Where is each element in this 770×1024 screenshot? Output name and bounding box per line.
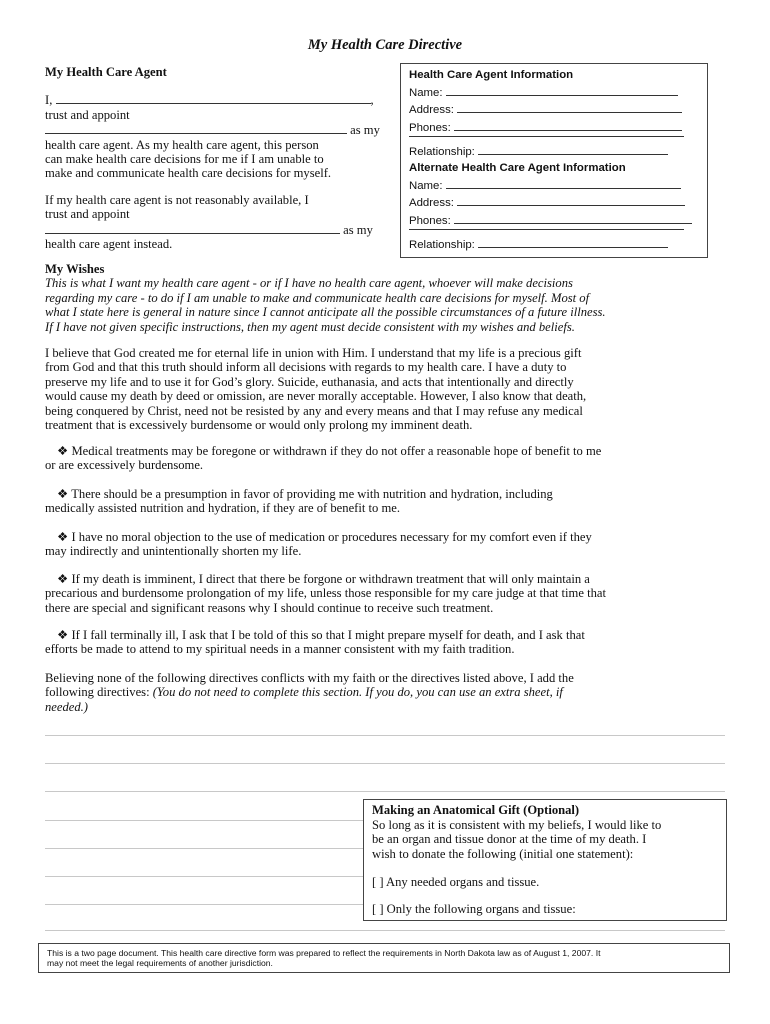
directive-line-4[interactable] [45, 820, 363, 821]
wish-bullet-2: ❖ There should be a presumption in favor of providing me with nutrition and hydration, including medically assisted nutrition and hydration, if they are of benefit to me. [45, 487, 553, 516]
directive-line-8[interactable] [45, 930, 725, 931]
agent-line-1: I, , [45, 93, 374, 108]
anatomical-gift-box [363, 799, 727, 921]
alt-agent-address-input[interactable] [457, 194, 685, 206]
alt-agent-line-1: If my health care agent is not reasonably available, I [45, 192, 309, 207]
wish-bullet-3: ❖ I have no moral objection to the use of medication or procedures necessary for my comfort even if they may indirectly and unintentionally shorten my life. [45, 530, 592, 559]
diamond-bullet-icon: ❖ [57, 530, 69, 544]
alt-agent-line-2: trust and appoint [45, 207, 130, 222]
additional-directives-intro: Believing none of the following directives conflicts with my faith or the directives listed above, I add the following directives: (You do not need to complete this section. If you do, you can use an extra sheet, if needed.) [45, 671, 574, 714]
directive-line-5[interactable] [45, 848, 363, 849]
agent-line-4: health care agent. As my health care agent, this person [45, 137, 319, 152]
page-title: My Health Care Directive [307, 37, 463, 53]
agent-address-row: Address: [409, 101, 699, 119]
wish-bullet-1: ❖ Medical treatments may be foregone or withdrawn if they do not offer a reasonable hope of benefit to me or are excessively burdensome. [45, 444, 602, 473]
belief-line: I believe that God created me for eternal life in union with Him. I understand that my life is a precious gift [45, 346, 582, 360]
agent-relationship-input[interactable] [478, 143, 668, 155]
agent-phones-row: Phones: [409, 119, 699, 137]
wishes-intro [45, 276, 727, 334]
wishes-section [45, 262, 727, 334]
agent-name-input[interactable] [446, 84, 678, 96]
alt-agent-phones-input[interactable] [454, 212, 692, 224]
alt-agent-name-row: Name: [409, 177, 699, 195]
alt-agent-address-row: Address: [409, 194, 699, 212]
diamond-bullet-icon: ❖ [57, 444, 69, 458]
wishes-intro-line: regarding my care - to do if I am unable to make and communicate health care decisions for myself. Most of [45, 290, 590, 305]
belief-line: preserve my life and to use it for God’s glory. Suicide, euthanasia, and acts that intentionally and directly [45, 374, 574, 389]
agent-address-input[interactable] [457, 101, 682, 113]
belief-line: would cause my death by deed or omission, are never morally acceptable. However, I also know that death, [45, 389, 587, 404]
agent-section [45, 65, 390, 251]
belief-line: treatment that is excessively burdensome or would only prolong my imminent death. [45, 418, 473, 433]
gift-heading: Making an Anatomical Gift (Optional) [372, 803, 580, 817]
wishes-intro-line: If I have not given specific instructions, then my agent must decide consistent with my wishes and beliefs. [45, 319, 575, 334]
gift-option-any-organs[interactable]: [ ] Any needed organs and tissue. [372, 875, 540, 890]
gift-line: be an organ and tissue donor at the time of my death. I [372, 832, 647, 847]
alt-agent-relationship-input[interactable] [478, 236, 668, 248]
belief-paragraph [45, 346, 727, 432]
agent-relationship-row: Relationship: [409, 143, 699, 161]
directive-line-1[interactable] [45, 735, 725, 736]
diamond-bullet-icon: ❖ [57, 572, 69, 586]
agent-phones-input[interactable] [454, 119, 682, 131]
footer-note: This is a two page document. This health care directive form was prepared to reflect the requirements in North Dakota law as of August 1, 2007. It may not meet the legal requirements of another jurisdiction. [38, 943, 730, 973]
principal-name-field[interactable] [56, 92, 371, 104]
agent-line-3: as my [45, 122, 390, 137]
diamond-bullet-icon: ❖ [57, 628, 69, 642]
alt-agent-line-3: as my [45, 222, 390, 237]
belief-line: from God and that this truth should inform all decisions with regards to my health care. I have a duty to [45, 360, 567, 375]
alt-agent-name-field[interactable] [45, 222, 340, 234]
agent-info-box [400, 63, 708, 258]
wishes-intro-line: what I state here is general in nature since I cannot anticipate all the possible circumstances of a future illness. [45, 305, 606, 320]
alt-agent-name-input[interactable] [446, 177, 681, 189]
gift-line: So long as it is consistent with my beliefs, I would like to [372, 817, 662, 832]
directive-line-2[interactable] [45, 763, 725, 764]
belief-line: being conquered by Christ, need not be resisted by any and every means and that I may refuse any medical [45, 403, 583, 418]
gift-line: wish to donate the following (initial one statement): [372, 846, 634, 861]
alt-agent-relationship-row: Relationship: [409, 236, 699, 254]
agent-line-6: make and communicate health care decisions for myself. [45, 166, 332, 181]
directive-line-6[interactable] [45, 876, 363, 877]
wish-bullet-5: ❖ If I fall terminally ill, I ask that I be told of this so that I might prepare myself for death, and I ask that efforts be made to attend to my spiritual needs in a manner consistent with my faith tradition. [45, 628, 585, 657]
directive-line-3[interactable] [45, 791, 725, 792]
diamond-bullet-icon: ❖ [57, 487, 69, 501]
alt-agent-info-heading: Alternate Health Care Agent Information [409, 161, 626, 174]
agent-line-5: can make health care decisions for me if I am unable to [45, 152, 324, 167]
directive-line-7[interactable] [45, 904, 363, 905]
gift-option-specific-organs[interactable]: [ ] Only the following organs and tissue: [372, 901, 576, 916]
agent-name-field[interactable] [45, 122, 347, 134]
wish-bullet-4: ❖ If my death is imminent, I direct that there be forgone or withdrawn treatment that will only maintain a precarious and burdensome prolongation of my life, unless those responsible for my care judge at that time that there are special and significant reasons why I should continue to receive such treatment. [45, 572, 606, 615]
agent-info-heading: Health Care Agent Information [409, 69, 574, 81]
alt-agent-phones-row: Phones: [409, 212, 699, 230]
agent-line-2: trust and appoint [45, 107, 130, 122]
agent-name-row: Name: [409, 84, 699, 102]
wishes-heading: My Wishes [45, 262, 105, 276]
alt-agent-line-4: health care agent instead. [45, 237, 173, 252]
agent-heading: My Health Care Agent [45, 65, 167, 79]
wishes-intro-line: This is what I want my health care agent - or if I have no health care agent, whoever will make decisions [45, 276, 573, 291]
